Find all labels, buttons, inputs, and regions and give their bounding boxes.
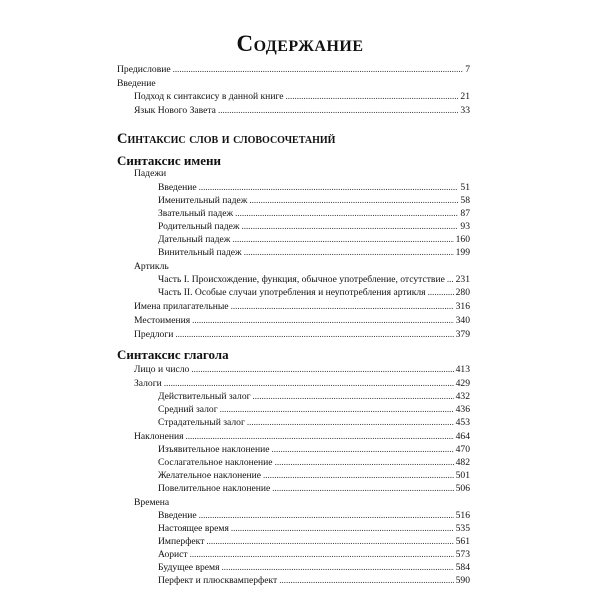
toc-entry: Введение ..... 516: [158, 509, 470, 522]
toc-entry: Предлоги ..... 379: [134, 328, 470, 341]
toc-heading: Падежи: [134, 168, 167, 179]
toc-entry: Сослагательное наклонение ..... 482: [158, 456, 470, 469]
toc-entry: Средний залог ..... 436: [158, 403, 470, 416]
toc-entry: Винительный падеж ..... 199: [158, 246, 470, 259]
toc-entry: Действительный залог ..... 432: [158, 390, 470, 403]
toc-heading: Артикль: [134, 261, 169, 272]
toc-entry: Местоимения ..... 340: [134, 314, 470, 327]
toc-entry: Лицо и число ..... 413: [134, 363, 470, 376]
toc-entry: Будущее время ..... 584: [158, 561, 470, 574]
part-title: Синтаксис слов и словосочетаний: [117, 131, 336, 147]
toc-entry: Дательный падеж ..... 160: [158, 233, 470, 246]
toc-entry: Подход к синтаксису в данной книге ..... 21: [134, 90, 470, 103]
page-title: Содержание: [236, 31, 364, 56]
toc-entry: Перфект и плюсквамперфект ..... 590: [158, 574, 470, 587]
toc-entry: Родительный падеж ..... 93: [158, 220, 470, 233]
toc-entry: Имена прилагательные ..... 316: [134, 300, 470, 313]
toc-entry: Часть II. Особые случаи употребления и неупотребления артикля ..... 280: [158, 286, 470, 299]
toc-entry: Изъявительное наклонение ..... 470: [158, 443, 470, 456]
toc-entry: Имперфект ..... 561: [158, 535, 470, 548]
toc-heading: Времена: [134, 497, 170, 508]
toc-entry: Страдательный залог ..... 453: [158, 416, 470, 429]
toc-entry: Наклонения ..... 464: [134, 430, 470, 443]
toc-entry: Предисловие ..... 7: [117, 63, 470, 76]
toc-entry: Язык Нового Завета ..... 33: [134, 104, 470, 117]
section-title: Синтаксис глагола: [117, 347, 229, 362]
toc-entry: Аорист ..... 573: [158, 548, 470, 561]
toc-entry: Настоящее время ..... 535: [158, 522, 470, 535]
toc-entry: Желательное наклонение ..... 501: [158, 469, 470, 482]
toc-entry: Введение ..... 51: [158, 181, 470, 194]
section-title: Синтаксис имени: [117, 153, 221, 168]
toc-entry: Залоги ..... 429: [134, 377, 470, 390]
toc-entry: Именительный падеж ..... 58: [158, 194, 470, 207]
toc-heading: Введение: [117, 78, 156, 89]
toc-entry: Звательный падеж ..... 87: [158, 207, 470, 220]
toc-entry: Часть I. Происхождение, функция, обычное употребление, отсутствие ..... 231: [158, 273, 470, 286]
toc-entry: Повелительное наклонение ..... 506: [158, 482, 470, 495]
